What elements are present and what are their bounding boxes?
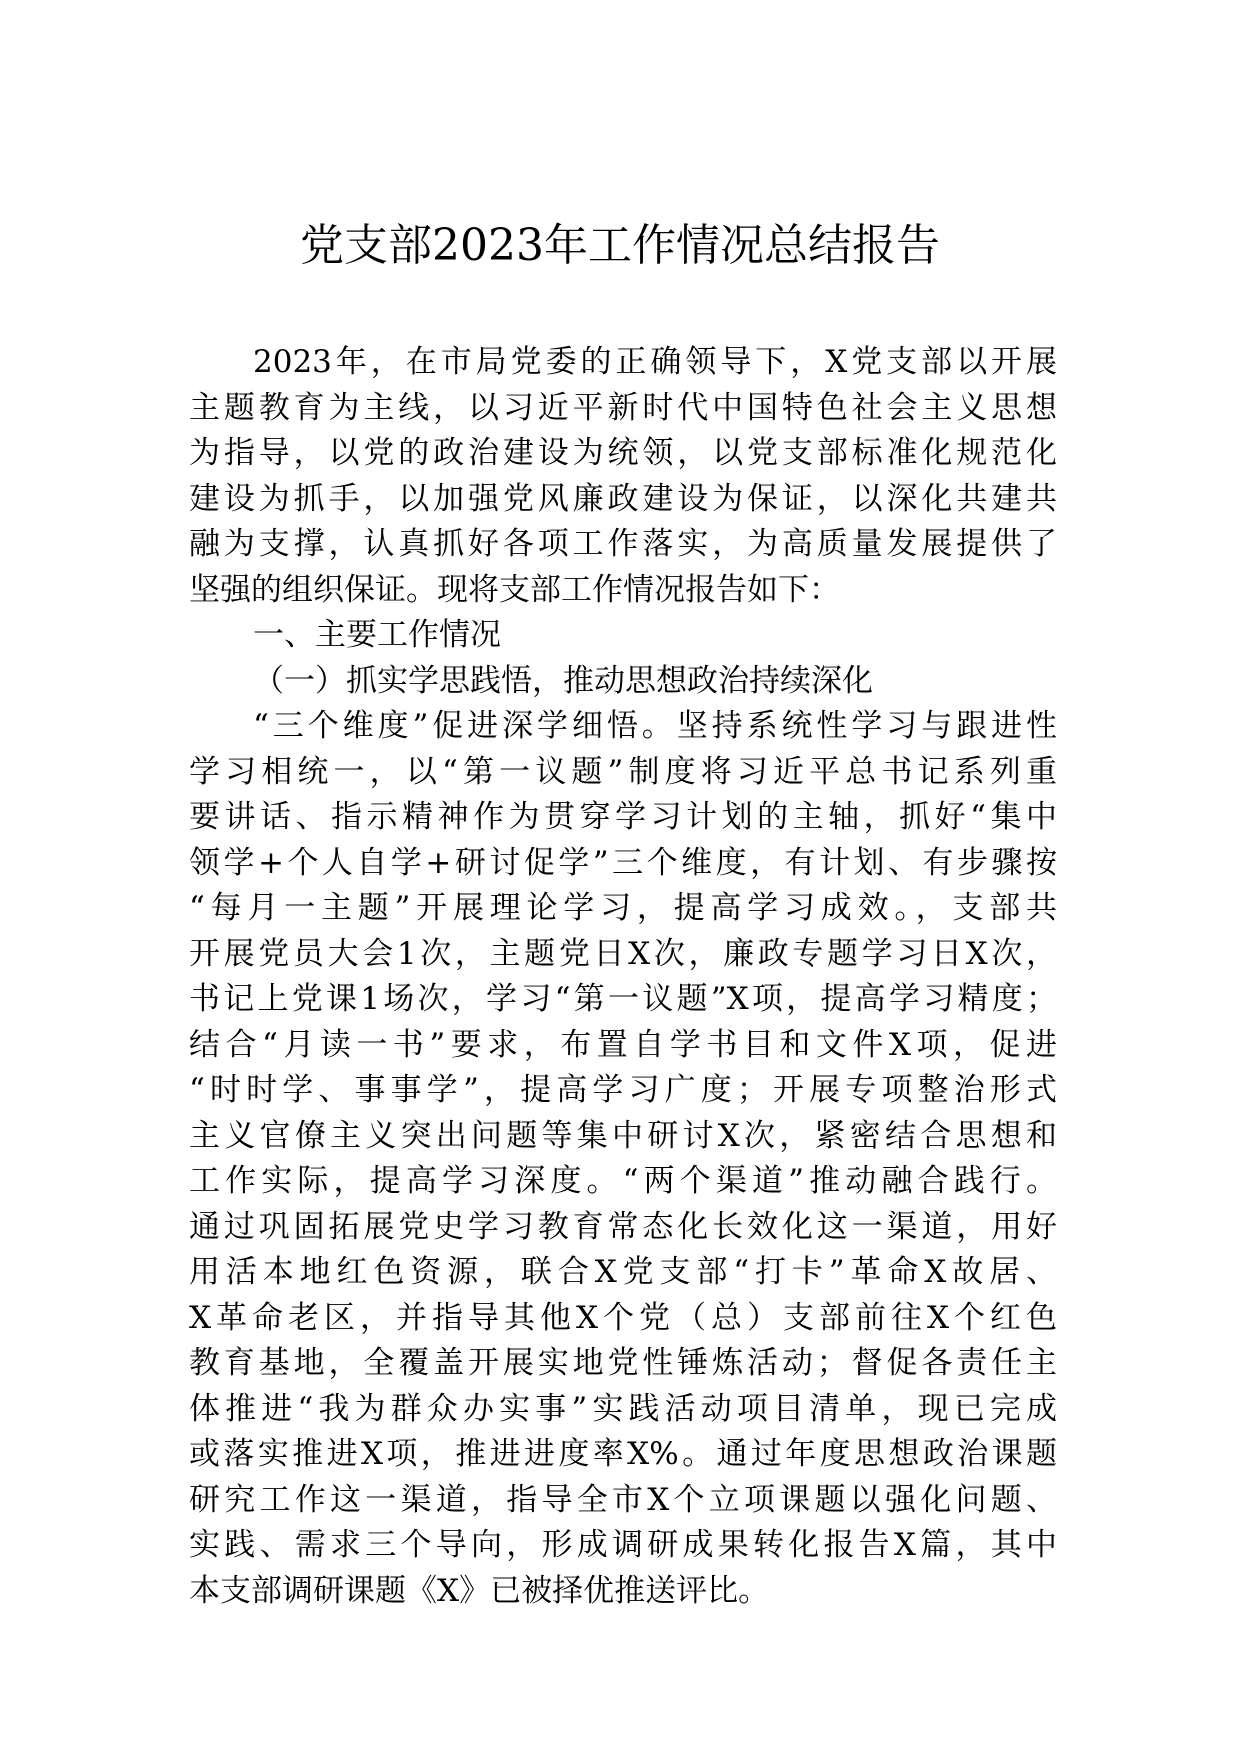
text-line: X革命老区，并指导其他X个党（总）支部前往X个红色	[189, 1299, 1057, 1336]
text-line: 本支部调研课题《X》已被择优推送评比。	[189, 1572, 770, 1609]
text-line: 体推进“我为群众办实事”实践活动项目清单，现已完成	[189, 1390, 1057, 1427]
text-line: 坚强的组织保证。现将支部工作情况报告如下：	[189, 571, 840, 608]
text-line: “每月一主题”开展理论学习，提高学习成效。，支部共	[189, 890, 1057, 926]
intro-paragraph	[189, 340, 1057, 613]
section-heading: 一、主要工作情况	[253, 617, 501, 653]
text-line: 融为支撑，认真抓好各项工作落实，为高质量发展提供了	[189, 526, 1057, 562]
text-line: 建设为抓手，以加强党风廉政建设为保证，以深化共建共	[189, 480, 1057, 517]
text-line: 要讲话、指示精神作为贯穿学习计划的主轴，抓好“集中	[189, 799, 1057, 835]
text-line: 开展党员大会1次，主题党日X次，廉政专题学习日X次，	[189, 935, 1057, 972]
text-line: 用活本地红色资源，联合X党支部“打卡”革命X故居、	[189, 1254, 1057, 1290]
text-line: “三个维度”促进深学细悟。坚持系统性学习与跟进性	[253, 708, 1057, 744]
subsection-heading: （一）抓实学思践悟，推动思想政治持续深化	[253, 662, 873, 699]
text-line: 2023年，在市局党委的正确领导下，X党支部以开展	[253, 344, 1057, 380]
text-line: 结合“月读一书”要求，布置自学书目和文件X项，促进	[189, 1026, 1057, 1063]
text-line: 通过巩固拓展党史学习教育常态化长效化这一渠道，用好	[189, 1208, 1057, 1245]
text-line: 为指导，以党的政治建设为统领，以党支部标准化规范化	[189, 435, 1057, 471]
text-line: 教育基地，全覆盖开展实地党性锤炼活动；督促各责任主	[189, 1345, 1057, 1381]
text-line: 学习相统一，以“第一议题”制度将习近平总书记系列重	[189, 753, 1057, 790]
text-line: 工作实际，提高学习深度。“两个渠道”推动融合践行。	[189, 1163, 1057, 1199]
document-body	[189, 340, 1057, 1614]
section-paragraph	[189, 704, 1057, 1614]
text-line: 主义官僚主义突出问题等集中研讨X次，紧密结合思想和	[189, 1117, 1057, 1154]
text-line: 实践、需求三个导向，形成调研成果转化报告X篇，其中	[189, 1527, 1057, 1563]
text-line: 或落实推进X项，推进进度率X%。通过年度思想政治课题	[189, 1436, 1057, 1472]
text-line: 书记上党课1场次，学习“第一议题”X项，提高学习精度；	[189, 981, 1057, 1017]
text-line: 主题教育为主线，以习近平新时代中国特色社会主义思想	[189, 389, 1057, 426]
text-line: 研究工作这一渠道，指导全市X个立项课题以强化问题、	[189, 1481, 1057, 1518]
document-title: 党支部2023年工作情况总结报告	[300, 220, 940, 271]
text-line: 领学+个人自学+研讨促学”三个维度，有计划、有步骤按	[189, 844, 1057, 881]
text-line: “时时学、事事学”，提高学习广度；开展专项整治形式	[189, 1072, 1057, 1108]
